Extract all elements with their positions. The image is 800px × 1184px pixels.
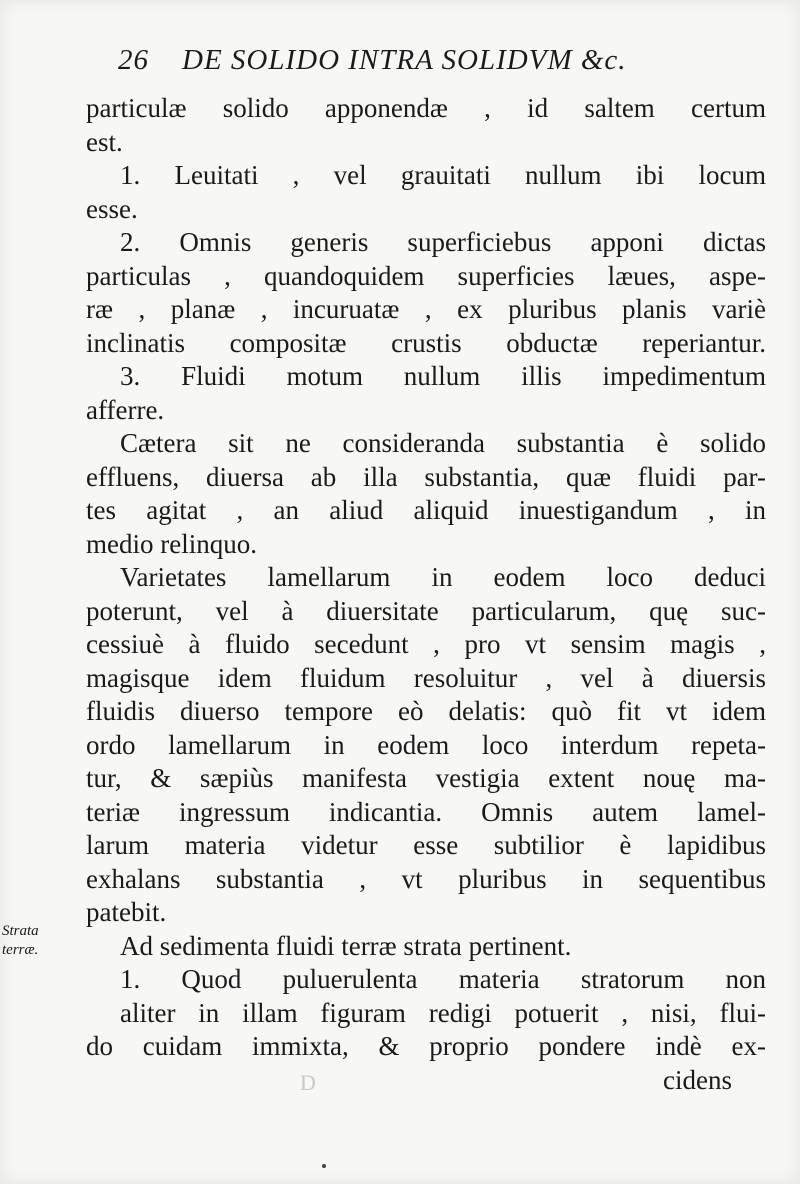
margin-note-line: Strata: [2, 923, 39, 939]
text-line: do cuidam immixta, & proprio pondere indè ex-: [86, 1031, 766, 1061]
text-line: magisque idem fluidum resoluitur , vel à diuersis: [86, 662, 766, 693]
text-line: afferre.: [86, 394, 165, 425]
text-line: cessiuè à fluido secedunt , pro vt sensim magis ,: [86, 629, 766, 659]
running-title: DE SOLIDO INTRA SOLIDVM &c.: [182, 44, 627, 76]
text-line: teriæ ingressum indicantia. Omnis autem lamel-: [86, 796, 766, 827]
text-line: poterunt, vel à diuersitate particularum, quę suc-: [86, 595, 766, 626]
text-line: tur, & sæpiùs manifesta vestigia extent nouę ma-: [86, 763, 766, 793]
text-line: Cætera sit ne consideranda substantia è solido: [120, 428, 766, 458]
page-number: 26: [118, 44, 149, 76]
text-line: est.: [86, 126, 123, 157]
text-line: 2. Omnis generis superficiebus apponi dictas: [120, 227, 766, 257]
text-line: particulas , quandoquidem superficies læues, aspe-: [86, 260, 766, 291]
text-line: ræ , planæ , incuruatæ , ex pluribus planis variè: [86, 294, 766, 324]
text-line: medio relinquo.: [86, 528, 257, 559]
text-line: 1. Leuitati , vel grauitati nullum ibi locum: [120, 160, 766, 190]
text-line: ordo lamellarum in eodem loco interdum repeta-: [86, 729, 766, 760]
text-line: inclinatis compositæ crustis obductæ reperiantur.: [86, 327, 766, 358]
text-line: Ad sedimenta fluidi terræ strata pertinent.: [120, 930, 572, 961]
text-line: particulæ solido apponendæ , id saltem certum: [86, 93, 766, 123]
bleed-through-signature: D: [300, 1070, 318, 1095]
text-line: 3. Fluidi motum nullum illis impedimentum: [120, 361, 766, 391]
catchword: cidens: [663, 1064, 732, 1095]
margin-note-line: terræ.: [2, 942, 39, 958]
body-text: [86, 92, 766, 1097]
text-line: exhalans substantia , vt pluribus in sequentibus: [86, 863, 766, 894]
text-line: aliter in illam figuram redigi potuerit , nisi, flui-: [120, 997, 766, 1028]
text-line: tes agitat , an aliud aliquid inuestigandum , in: [86, 495, 766, 525]
text-line: Varietates lamellarum in eodem loco deduci: [120, 562, 766, 592]
text-line: 1. Quod puluerulenta materia stratorum non: [120, 964, 766, 994]
text-line: patebit.: [86, 897, 167, 927]
text-line: fluidis diuerso tempore eò delatis: quò fit vt idem: [86, 696, 766, 726]
text-line: esse.: [86, 193, 138, 224]
text-line: effluens, diuersa ab illa substantia, quæ fluidi par-: [86, 461, 766, 492]
margin-note: [2, 922, 39, 960]
running-header: [118, 44, 718, 77]
ink-speck: [322, 1164, 326, 1168]
text-line: larum materia videtur esse subtilior è lapidibus: [86, 830, 766, 860]
